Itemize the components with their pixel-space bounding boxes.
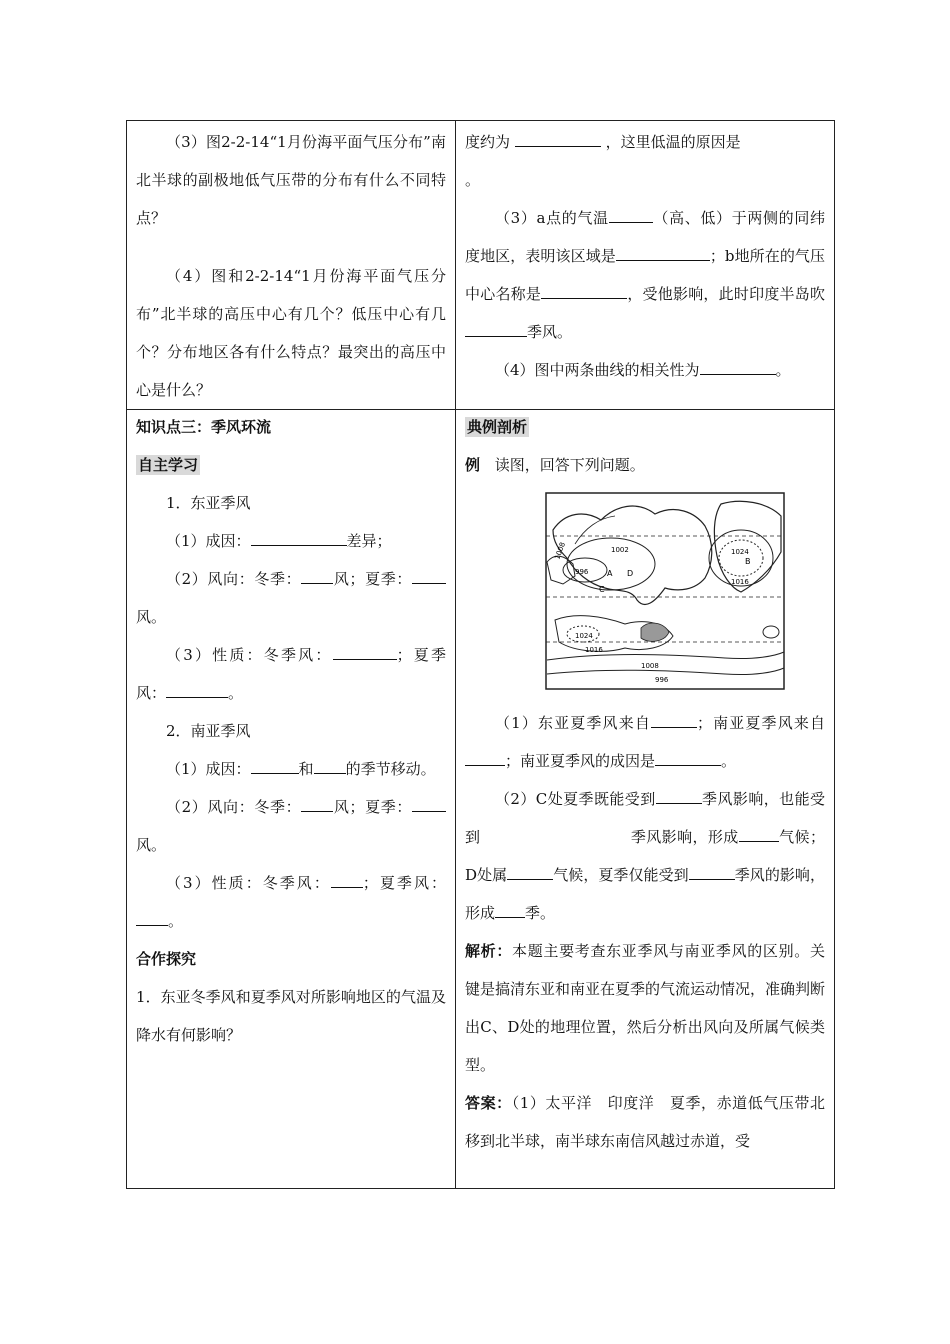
text: ；夏季风：	[362, 874, 446, 892]
example-heading	[465, 408, 825, 446]
answer-blank[interactable]	[609, 208, 653, 223]
section-heading: 知识点三：季风环流	[136, 418, 272, 436]
answer-blank[interactable]	[655, 751, 721, 766]
answer-blank[interactable]	[136, 911, 168, 926]
analysis	[465, 932, 825, 1084]
bottom-row	[127, 410, 835, 1189]
example-cell	[456, 410, 835, 1189]
answer-blank[interactable]	[331, 873, 363, 888]
answer-blank[interactable]	[251, 759, 299, 774]
text: 风。	[136, 608, 167, 626]
answer-blank[interactable]	[700, 360, 776, 375]
text: 气候；D处属	[465, 828, 825, 884]
question-4: （4）图和2-2-14“1月份海平面气压分布”北半球的高压中心有几个？低压中心有几个？分布地区各有什么特点？最突出的高压中心是什么？	[136, 267, 446, 399]
answer-blank[interactable]	[412, 569, 446, 584]
answer-blank[interactable]	[689, 865, 735, 880]
knowledge-cell	[127, 410, 456, 1189]
answer-blank[interactable]	[507, 865, 553, 880]
text: 。	[168, 912, 184, 930]
sa-nature	[136, 864, 446, 940]
answer-blank[interactable]	[251, 531, 347, 546]
answer-blank[interactable]	[301, 569, 333, 584]
text: ，这里低温的原因是	[605, 133, 741, 151]
top-right-cell	[456, 121, 835, 410]
text: （4）图中两条曲线的相关性为	[495, 361, 700, 379]
text: （高、低）于两侧的同纬度地区，表明该区域是	[465, 209, 825, 265]
top-row	[127, 121, 835, 410]
map-label: 1016	[731, 578, 749, 586]
worksheet-table	[126, 120, 835, 1189]
answer-text: （1）太平洋 印度洋 夏季，赤道低气压带北移到北半球，南半球东南信风越过赤道，受	[465, 1094, 825, 1150]
map-point-label: D	[627, 569, 634, 578]
map-border	[546, 493, 784, 689]
map-label: 996	[655, 676, 669, 684]
text: （1）成因：	[166, 532, 251, 550]
south-asia-title: 2．南亚季风	[166, 722, 251, 740]
example-q2	[465, 780, 825, 932]
coop-question-1: 1．东亚冬季风和夏季风对所影响地区的气温及降水有何影响？	[136, 988, 446, 1044]
question-3-right	[465, 199, 825, 351]
pressure-map	[545, 492, 785, 690]
analysis-text: 本题主要考查东亚季风与南亚季风的区别。关键是搞清东亚和南亚在夏季的气流运动情况，准确判断出C、D处的地理位置，然后分析出风向及所属气候类型。	[465, 942, 826, 1074]
example-prompt	[465, 446, 825, 484]
text: （1）东亚夏季风来自	[495, 714, 651, 732]
analysis-label: 解析：	[465, 942, 513, 960]
text: 气候，夏季仅能受到	[553, 866, 689, 884]
answer-blank[interactable]	[651, 713, 697, 728]
map-label: 996	[575, 568, 589, 576]
question-4-right	[465, 351, 825, 389]
answer-blank[interactable]	[656, 789, 702, 804]
answer-label: 答案：	[465, 1094, 512, 1112]
answer-blank[interactable]	[465, 751, 505, 766]
map-point-label: B	[745, 557, 751, 566]
text: 风。	[136, 836, 167, 854]
text: （3）性质：冬季风：	[166, 874, 331, 892]
text: 季风的影响，形成	[465, 866, 825, 922]
text: ；南亚夏季风的成因是	[505, 752, 656, 770]
example-heading-label: 典例剖析	[467, 418, 528, 436]
text: 风；夏季：	[333, 570, 412, 588]
coop-heading: 合作探究	[136, 950, 197, 968]
text: （3）性质：冬季风：	[166, 646, 333, 664]
answer-blank[interactable]	[739, 827, 779, 842]
text: 风；夏季：	[333, 798, 412, 816]
self-study-label: 自主学习	[138, 456, 199, 474]
example-q1	[465, 704, 825, 780]
example-label: 例	[465, 456, 481, 474]
self-study-heading	[136, 446, 446, 484]
text: ；夏季风：	[136, 646, 446, 702]
ea-nature	[136, 636, 446, 712]
text: 度约为	[465, 133, 511, 151]
answer-blank[interactable]	[465, 322, 527, 337]
map-label: 1016	[585, 646, 603, 654]
answer-blank[interactable]	[166, 683, 228, 698]
answer-blank[interactable]	[616, 246, 710, 261]
top-left-cell	[127, 121, 456, 410]
sa-cause	[136, 750, 446, 788]
ea-cause	[136, 522, 446, 560]
map-point-label: C	[599, 585, 605, 594]
text: 和	[298, 760, 314, 778]
answer-blank[interactable]	[412, 797, 446, 812]
text: 。	[721, 752, 737, 770]
map-label: 1002	[611, 546, 629, 554]
text: 季风影响，也能受到	[465, 790, 825, 846]
text: ，受他影响，此时印度半岛吹	[627, 285, 825, 303]
text: ；b地所在的气压中心名称是	[465, 247, 825, 303]
answer-blank[interactable]	[333, 645, 397, 660]
answer-blank[interactable]	[541, 284, 627, 299]
text: （2）C处夏季既能受到	[495, 790, 656, 808]
ea-direction	[136, 560, 446, 636]
example-text: 读图，回答下列问题。	[494, 456, 645, 474]
text: 。	[775, 361, 791, 379]
question-3: （3）图2-2-14“1月份海平面气压分布”南北半球的副极地低气压带的分布有什么不同特点？	[136, 133, 446, 227]
map-label: 1024	[575, 632, 593, 640]
text: （2）风向：冬季：	[166, 798, 302, 816]
text: 的季节移动。	[345, 760, 436, 778]
text: 季。	[525, 904, 556, 922]
map-point-label: A	[607, 569, 613, 578]
text: （2）风向：冬季：	[166, 570, 302, 588]
answer-blank[interactable]	[495, 903, 525, 918]
text: （3）a点的气温	[495, 209, 609, 227]
answer	[465, 1084, 825, 1160]
answer-blank[interactable]	[301, 797, 333, 812]
text: ；南亚夏季风来自	[696, 714, 825, 732]
sa-direction	[136, 788, 446, 864]
map-label: 1024	[731, 548, 749, 556]
text: 季风。	[527, 323, 573, 341]
east-asia-title: 1．东亚季风	[166, 494, 251, 512]
temp-line	[465, 123, 825, 161]
map-label: 1008	[641, 662, 659, 670]
text: （1）成因：	[166, 760, 251, 778]
answer-blank[interactable]	[314, 759, 346, 774]
text: 季风影响，形成	[630, 828, 739, 846]
text: 差异；	[346, 532, 392, 550]
temp-line-end: 。	[465, 171, 481, 189]
text: 。	[228, 684, 244, 702]
answer-blank[interactable]	[515, 132, 601, 147]
map-label: 1008	[553, 541, 567, 561]
